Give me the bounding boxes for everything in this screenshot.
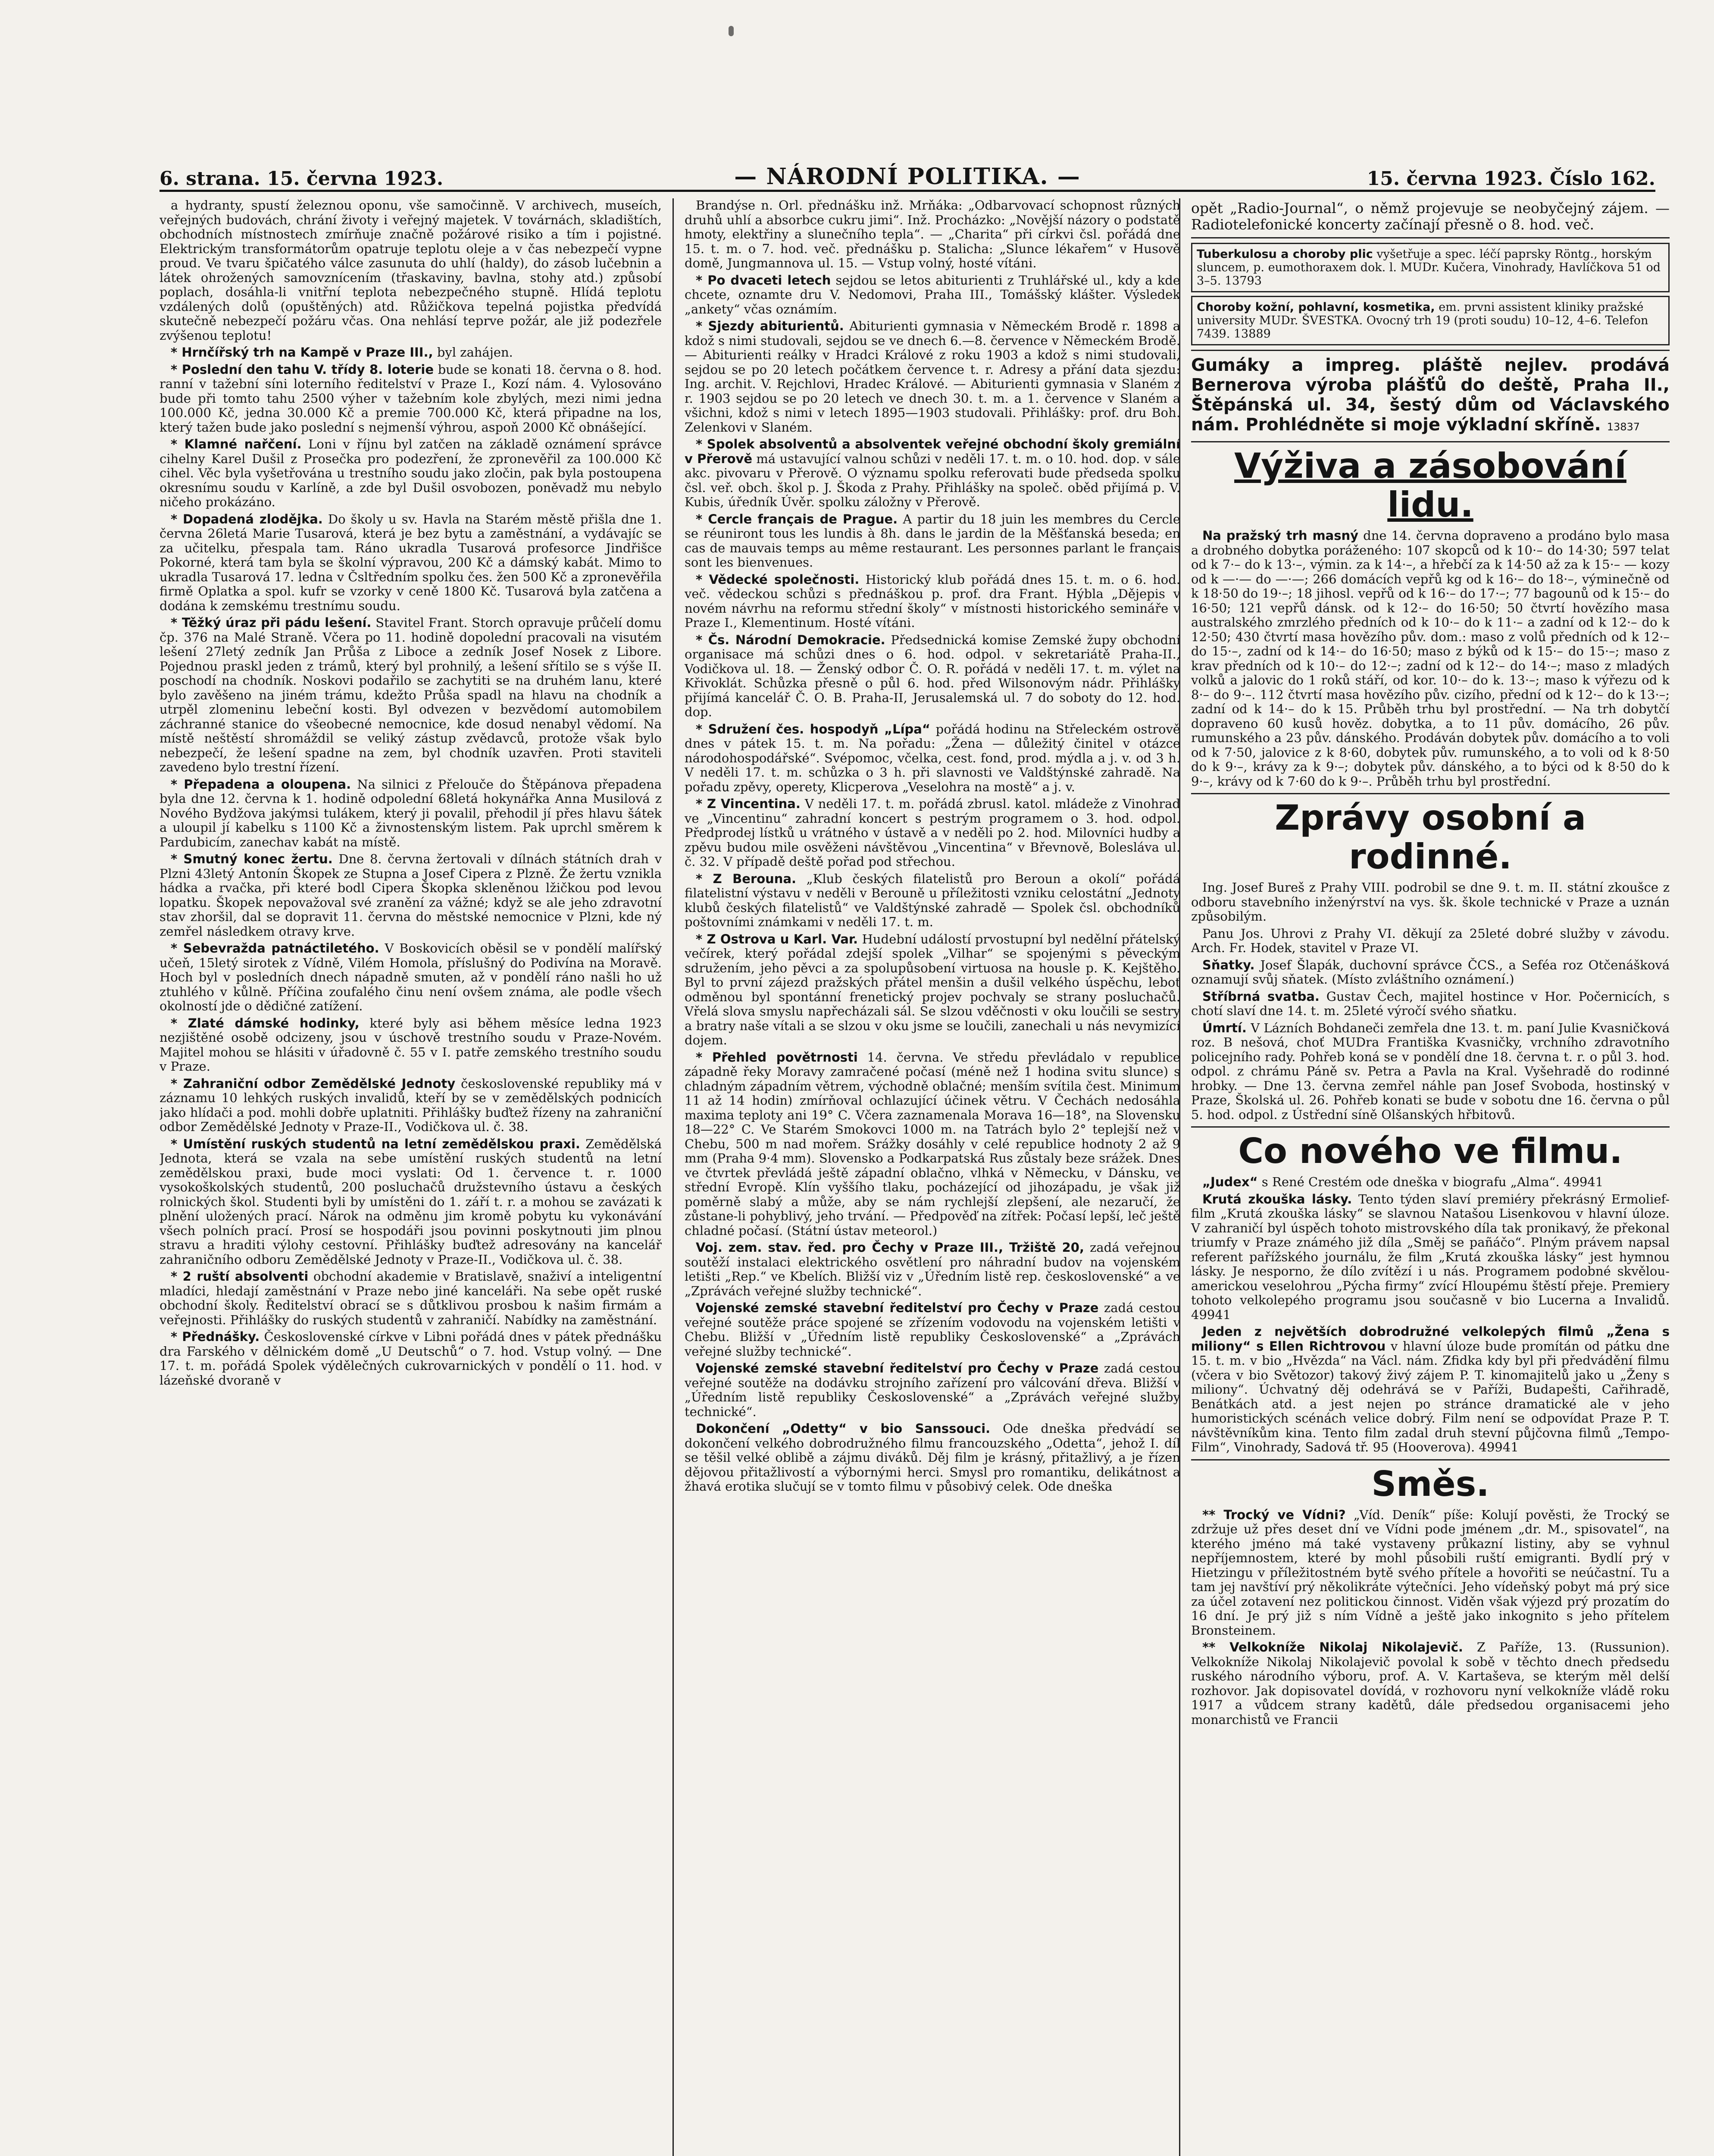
section-heading-nutrition: Výživa a zásobování lidu. [1234,446,1626,525]
medical-advertisement [1191,296,1670,345]
divider [1191,237,1670,238]
article-headline: * Po dvaceti letech [696,273,831,288]
article-headline: * Čs. Národní Demokracie. [696,632,885,647]
divider [1191,1126,1670,1128]
article-headline: „Judex“ [1202,1175,1258,1189]
article-text: Gustav Čech, majitel hostince v Hor. Počernicích, s chotí slaví dne 14. t. m. 25leté výročí svého sňatku. [1191,989,1670,1018]
article-text: zadá cestou veřejné soutěže na dodávku strojního zařízení pro válcování dřeva. Bližší v „Úředním listě republiky Československé“ a „Zprávách veřejné služby technické“. [685,1361,1180,1419]
article-text: A partir du 18 juin les membres du Cercle se réuniront tous les lundis à 8h. dans le jardin de la Měšťanská beseda; en cas de mauvais temps au même restaurant. Les personnes parlant le français sont les bienvenues. [685,511,1180,570]
article-text: byl zahájen. [437,345,513,360]
issue-number: 15. června 1923. Číslo 162. [1367,168,1655,190]
article-paragraph [160,852,662,939]
article-text: dne 14. června dopraveno a prodáno bylo masa a drobného dobytka poráženého: 107 skopců od k 10·– do 14·30; 597 telat od k 7·– do k 13·–, výmin. za k 14·–, a hřebčí za k 14·50 až za k 15·– — kozy od k —·— do —·—; 266 domácích vepřů kg od k 16·– do 18·–, výminečně od k 18·50 do 19·–; 18 jihosl. vepřů od k 16·– do 17·–; 77 bagounů od k 15·– do 16·50; 121 vepřů dánsk. od k 12·– do 16·50; 50 čtvrtí hovězího masa australského zmrzlého předních od k 10·– do k 11·– a zadní od k 12·– do k 12·50; 430 čtvrtí masa hovězího pův. dom.: maso z volů předních od k 12·– do 15·–, zadní od k 14·– do 16·50; maso z býků od k 15·– do 15·–; maso z krav předních od k 10·– do 12·–; zadní od k 12·– do 14·–; maso z mladých volků a jalovic do 1 roků stáří, od kor. 10·– do k. 13·–; maso k výřezu od k 8·– do 9·–. 112 čtvrtí masa hovězího pův. cizího, přední od k 12·– do k 13·–; zadní od k 14·– do k 15. Průběh trhu byl prostřední. — Na trh dobytčí dopraveno 60 kusů hověz. dobytka, a to 11 pův. domácího, 26 pův. rumunského a 23 pův. dánského. Prodáván dobytek pův. domácího a to voli od k 7·50, jalovice z k 8·60, dobytek pův. rumunského, a to voli od k 8·50 do k 9·–, krávy za k 9·–; dobytek pův. dánského, a to býci od k 8·50 do k 9·–, krávy od k 7·60 do k 9·–. Průběh trhu byl prostřední. [1191,528,1670,789]
article-paragraph [685,198,1180,271]
article-paragraph [160,1016,662,1074]
ad-text: vyšetřuje a spec. léčí paprsky Röntg., horským sluncem, p. eumothoraxem dok. l. MUDr. Kučera, Vinohrady, Havlíčkova 51 od 3–5. 13793 [1197,248,1661,288]
article-text: obchodní akademie v Bratislavě, snaživí a inteligentní mladíci, hledají zaměstnání v Praze nebo jiné kanceláři. Na sebe opět ruské obchodní školy. Ředitelství obrací se s důtklivou prosbou k našim firmám a veřejnosti. Přihlášky do ruských studentů v zahraničí. Nabídky na zaměstnání. [160,1269,662,1327]
article-headline: Stříbrná svatba. [1202,989,1320,1004]
article-text: zadá cestou veřejné soutěže práce spojené se zřízením vodovodu na vojenském letišti v Chebu. Bližší v „Úředním listě republiky Československé“ a „Zprávách veřejné služby technické“. [685,1300,1180,1359]
divider [1191,793,1670,794]
section-heading-film: Co nového ve filmu. [1238,1131,1623,1171]
article-paragraph [685,1361,1180,1419]
article-headline: Voj. zem. stav. řed. pro Čechy v Praze III., Tržiště 20, [696,1240,1084,1255]
column-3 [1179,198,1670,2156]
article-text: Z Paříže, 13. (Russunion). Velkokníže Nikolaj Nikolajevič povolal k sobě v těchto dnech předsedu ruského národního výboru, prof. A. V. Kartaševa, se kterým měl delší rozhovor. Jak dopisovatel dovídá, v rozhovoru nyní velkokníže vládě roku 1917 a vůdcem strany kadětů, dále předsedou organisacemi jeho monarchistů ve Francii [1191,1640,1670,1727]
column-2 [672,198,1180,2156]
article-text: zadá veřejnou soutěží instalaci elektrického osvětlení pro náhradní budov na vojenském letišti „Rep.“ ve Kbelích. Bližší viz v „Úředním listě rep. československé“ a ve „Zprávách veřejné služby technické“. [685,1240,1180,1298]
page-header [160,155,1655,192]
article-text: Loni v říjnu byl zatčen na základě oznámení správce cihelny Karel Dušil z Prosečka pro podezření, že zpronevěřil za 100.000 Kč cihel. Věc byla vyšetřována u trestního soudu jako zločin, pak byla postoupena okresnímu soudu v Karlíně, a zde byl Dušil osvobozen, poněvadž mu nebylo ničeho prokázáno. [160,437,662,509]
article-paragraph [160,1330,662,1388]
article-headline: Na pražský trh masný [1202,528,1359,543]
article-headline: * Z Ostrova u Karl. Var. [696,931,858,946]
article-headline: * Zlaté dámské hodinky, [171,1015,360,1031]
ad-number: 13837 [1607,421,1640,433]
article-paragraph [685,512,1180,570]
article-paragraph [1191,1192,1670,1322]
article-text: Na silnici z Přelouče do Štěpánova přepadena byla dne 12. června k 1. hodině odpolední 68letá hokynářka Anna Musilová z Nového Bydžova jakýmsi tulákem, který ji povalil, přehodil jí přes hlavu šátek a uloupil jí kabelku s 1100 Kč a živnostenským listem. Pak uprchl směrem k Pardubicím, zanechav kabát na místě. [160,777,662,849]
article-text: V Boskovicích oběsil se v pondělí malířský učeň, 15letý sirotek z Vídně, Vilém Homola, příslušný do Podivína na Moravě. Hoch byl v posledních dnech nápadně smuten, až v pondělí ráno našli ho už ztuhlého v kůlně. Příčina zoufalého činu není ovšem známa, ale podle všech okolností jde o dědičné zatížení. [160,941,662,1013]
article-headline: * Zahraniční odbor Zemědělské Jednoty [171,1076,456,1091]
article-paragraph [1191,1325,1670,1455]
article-text: Josef Šlapák, duchovní správce ČCS., a Seféa roz Otčenášková oznamují svůj sňatek. (Místo zvláštního oznámení.) [1191,957,1670,987]
article-headline: Krutá zkouška lásky. [1202,1191,1352,1206]
article-paragraph [1191,927,1670,956]
article-paragraph [160,616,662,775]
article-text: Tento týden slaví premiéry překrásný Ermolief-film „Krutá zkouška lásky“ se slavnou Natašou Lisenkovou v hlavní úloze. V zahraničí byl úspěch tohoto mistrovského díla tak pronikavý, že překonal triumfy v Praze známého již díla „Směj se pañáčo“. Plným právem napsal referent pařížského journálu, že film „Krutá zkouška lásky“ jest hymnou lásky. Je nesporno, že dílo zvítězí i u nás. Programem podobné skvělou-americkou veselohrou „Pýcha firmy“ zvící Hloupému štěstí přeje. Premiery tohoto velkolepého programu jsou současně v bio Lucerna a Invalidů. 49941 [1191,1191,1670,1322]
column-1 [160,198,662,2156]
ink-mark [729,26,734,36]
ad-text: em. prvni assistent kliniky pražské university MUDr. ŠVESTKA. Ovocný trh 19 (proti soudu) 10–12, 4–6. Telefon 7439. 13889 [1197,301,1648,341]
article-headline: * Spolek absolventů a absolventek veřejné obchodní školy gremiální v Přerově [685,437,1180,466]
article-headline: * Sdružení čes. hospodyň „Lípa“ [696,721,930,736]
article-paragraph [685,273,1180,317]
article-text: V neděli 17. t. m. pořádá zbrusl. katol. mládeže z Vinohrad ve „Vincentinu“ zahradní koncert s pestrým programem o 3. hod. odpol. Předprodej lístků u vrátného v ústavě a v neděli po 2. hod. Milovníci hudby a zpěvu budou mile osvěženi návštěvou „Vincentina“ v Břevnově, Bolesláva ul. č. 32. V případě deště pořad pod střechou. [685,796,1180,869]
article-text: Abiturienti gymnasia v Německém Brodě r. 1898 a kdož s nimi studovali, sejdou se ve dnech 6.—8. července v Německém Brodě. — Abiturienti reálky v Hradci Králové z roku 1903 a kdož s nimi studovali, sejdou se po 20 letech počátkem července t. r. Adresy a přání data sjezdu: Ing. archit. V. Rejchlovi, Hradec Králové. — Abiturienti gymnasia v Slaném z r. 1903 sejdou se po 20 letech ve dnech 30. t. m. a 1. července v Slaném a všichni, kdož s nimi v letech 1895—1903 studovali. Přihlášky: prof. dru Boh. Zelenkovi v Slaném. [685,319,1180,435]
article-text: Hudební událostí prvostupní byl nedělní přátelský večírek, který pořádal zdejší spolek „Vilhar“ se spojenými s pěveckým sdružením, jeho pěvci a za spolupůsobení virtuosa na housle p. K. Kejštěho. Byl to první zájezd pražských přátel menšin a dušil velkého úspěchu, leboť odměnou byl spontánní frenetický projev pochvaly se strany posluchačů. Vřelá slova smyslu napřecházali sál. Se slzou vděčnosti v oku loučili se sestry a bratry naše vítali a se slzou v oku jsme se loučili, zanechali u nás nevymizící dojem. [685,931,1180,1047]
article-headline: * Klamné nařčení. [171,437,302,451]
article-headline: * Z Berouna. [696,871,797,886]
article-paragraph [685,573,1180,630]
medical-advertisement [1191,243,1670,292]
article-headline: * Cercle français de Prague. [696,511,898,526]
article-paragraph [160,777,662,850]
article-headline: * Z Vincentina. [696,796,801,811]
article-paragraph [160,345,662,360]
article-headline: * Vědecké společnosti. [696,572,860,587]
article-headline: * Umístění ruských studentů na letní zemědělskou praxi. [171,1136,580,1151]
article-text: sejdou se letos abiturienti z Truhlářské ul., kdy a kde chcete, oznamte dru V. Nedomovi, Praha III., Tomášský klášter. Výsledek „ankety“ včas oznámím. [685,273,1180,317]
article-paragraph [1191,1508,1670,1638]
article-headline: * Přednášky. [171,1329,260,1344]
section-heading-personal: Zprávy osobní a rodinné. [1275,798,1586,877]
divider [1191,1459,1670,1460]
article-headline: * Přepadena a oloupena. [171,777,351,792]
article-paragraph [685,797,1180,869]
ad-headline: Choroby kožní, pohlavní, kosmetika, [1197,301,1435,314]
article-paragraph [1191,1640,1670,1727]
page-number-date: 6. strana. 15. června 1923. [160,168,444,190]
article-headline: * Přehled povětrnosti [696,1050,858,1065]
article-paragraph [160,437,662,510]
article-text: Ode dneška předvádí se dokončení velkého dobrodružného filmu francouzského „Odetta“, jehož I. díl se těšil velké oblibě a zájmu diváků. Děj film je krásný, přitažlivý, a je řízen dějovou přitažlivostí a výbornými herci. Smysl pro romantiku, delikátnost a žhavá erotika slučují se v tomto filmu v působivý celek. Ode dneška [685,1421,1180,1494]
article-paragraph [1191,529,1670,789]
section-heading-miscellany: Směs. [1371,1463,1489,1504]
article-paragraph [685,722,1180,795]
article-headline: * 2 ruští absolventi [171,1269,309,1284]
article-paragraph [160,363,662,435]
article-paragraph [685,1050,1180,1238]
article-headline: * Hrnčířský trh na Kampě v Praze III., [171,345,433,360]
radio-notice: opět „Radio-Journal“, o němž projevuje se neobyčejný zájem. — Radiotelefonické koncerty začínají přesně o 8. hod. več. [1191,200,1670,233]
article-paragraph [1191,990,1670,1018]
article-paragraph [1191,958,1670,987]
article-paragraph [1191,1175,1670,1190]
article-headline: * Poslední den tahu V. třídy 8. loterie [171,362,434,377]
article-text: Brandýse n. Orl. přednášku inž. Mrňáka: „Odbarvovací schopnost různých druhů uhlí a absorbce cukru jimi“. Inž. Procházko: „Novější názory o podstatě hmoty, elektřiny a slunečního tepla“. — „Charita“ při církvi čsl. pořádá dne 15. t. m. o 7. hod. več. přednášku p. Stalicha: „Slunce lékařem“ v Husově domě, Jungmannova ul. 15. — Vstup volný, hosté vítáni. [685,198,1180,270]
article-paragraph [160,1269,662,1327]
divider [1191,441,1670,442]
article-headline: ** Velkokníže Nikolaj Nikolajevič. [1202,1640,1463,1655]
article-headline: Dokončení „Odetty“ v bio Sanssouci. [696,1421,991,1436]
article-text: „Klub českých filatelistů pro Beroun a okolí“ pořádá filatelistní výstavu v neděli v Berouně u příležitosti vzniku celostátní „Jednoty klubů českých filatelistů“ ve Valdštýnské zahradě — Spolek čsl. obchodníků poštovními známkami v neděli 17. t. m. [685,871,1180,929]
article-text: Ing. Josef Bureš z Prahy VIII. podrobil se dne 9. t. m. II. státní zkoušce z odboru stavebního inženýrství na vys. šk. škole technické v Praze a uznán způsobilým. [1191,880,1670,924]
article-text: které byly asi během měsíce ledna 1923 nezjištěné osobě odcizeny, jsou v úschově trestního soudu v Praze-Novém. Majitel mohou se hlásiti v úřadovně č. 55 v I. patře zemského trestního soudu v Praze. [160,1015,662,1074]
article-paragraph [685,932,1180,1048]
article-paragraph [685,1422,1180,1494]
article-paragraph [685,633,1180,720]
article-paragraph [685,872,1180,930]
ad-headline: Tuberkulosu a choroby plic [1197,248,1373,261]
article-headline: * Dopadená zlodějka. [171,511,323,526]
article-headline: * Sjezdy abiturientů. [696,319,844,333]
article-text: s René Crestém ode dneška v biografu „Alma“. 49941 [1261,1175,1604,1189]
article-text: Panu Jos. Uhrovi z Prahy VI. děkují za 25leté dobré služby v závodu. Arch. Fr. Hodek, stavitel v Praze VI. [1191,926,1670,955]
article-headline: Sňatky. [1202,957,1255,972]
article-text: Zemědělská Jednota, která se vzala na sebe umístění ruských studentů na letní zemědělskou praxi, bude moci vyslati: Od 1. července t. r. 1000 vysokoškolských studentů, 200 posluchačů družstevního ústavu a českých rolnických škol. Studenti byli by umístěni do 1. září t. r. a mohou se zavázati k plnění uložených prací. Nárok na odměnu jim kromě pobytu ku vykonávání všech polních prací. Prosí se hospodáři jsou povinni poskytnouti jim plnou stravu a hraditi výlohy cestovní. Přihlášky buďtež adresovány na kancelář zahraničního odboru Zemědělské Jednoty v Praze-II., Vodičkova ul. č. 38. [160,1136,662,1267]
article-text: a hydranty, spustí železnou oponu, vše samočinně. V archivech, museích, veřejných budovách, chrání životy i veřejný majetek. V továrnách, skladištích, obchodních místnostech zmírňuje značně požárové risiko a tím i pojistné. Elektrickým transformátorům opatruje teplotu oleje a v čas nebezpečí vypne proud. Ve tvaru špičatého válce zasunuta do uhlí (haldy), do zásob lučebnin a látek ohrožených samovznícením (třaskaviny, bavlna, stohy atd.) způsobí poplach, dosáhla-li vnitřní teplota nebezpečného stupně. Hlídá teplotu vzdálených dolů (opuštěných) atd. Růžičkova tepelná pojistka předvídá skutečně nebezpečí požáru včas. Ona nehlásí teprve požár, ale již podezřele zvýšenou teplotu! [160,198,662,343]
article-paragraph [685,1301,1180,1359]
article-headline: Vojenské zemské stavební ředitelství pro Čechy v Praze [696,1300,1099,1315]
article-text: Do školy u sv. Havla na Starém městě přišla dne 1. června 26letá Marie Tusarová, která je bez bytu a zaměstnání, a vydávajíc se za učitelku, přespala tam. Ráno ukradla Tusarová profesorce Jindřišce Pokorné, která tam byla se školní výpravou, 200 Kč a dámský kabát. Mimo to ukradla Tusarová 17. ledna v Čsltředním spolku čes. žen 500 Kč a zpronevěřila firmě Oplatka a spol. kufr se vzorky v ceně 1800 Kč. Tusarová byla zatčena a dodána k zemskému trestnímu soudu. [160,511,662,613]
article-headline: * Těžký úraz při pádu lešení. [171,615,372,630]
article-text: V Lázních Bohdaneči zemřela dne 13. t. m. paní Julie Kvasničková roz. B nešová, choť MUDra Františka Kvasničky, vrchního zdravotního policejního rady. Pohřeb koná se v pondělí dne 18. června t. r. o půl 3. hod. odpol. z chrámu Páně sv. Petra a Pavla na Kral. Vyšehradě do rodinné hrobky. — Dne 13. června zemřel náhle pan Josef Svoboda, hostinský v Praze, Školská ul. 26. Pohřeb konati se bude v sobotu dne 16. června o půl 5. hod. odpol. z Ústřední síně Olšanských hřbitovů. [1191,1020,1670,1122]
article-headline: ** Trocký ve Vídni? [1202,1507,1346,1522]
article-text: Československé církve v Libni pořádá dnes v pátek přednášku dra Farského v dělnickém domě „U Deutschů“ o 7. hod. Vstup volný. — Dne 17. t. m. pořádá Spolek výdělečných cukrovarnických v pondělí o 11. hod. v lázeňské dvoraně v [160,1329,662,1388]
article-text: bude se konati 18. června o 8. hod. ranní v tažební síni loterního ředitelství v Praze I., Kozí nám. 4. Vylosováno bude při tomto tahu 2500 výher v tažebním kole zbylých, mezi nimi jedna 100.000 Kč, jedna 30.000 Kč a premie 700.000 Kč, která připadne na los, který tažen bude jako poslední s nejmenší výhrou, aspoň 2000 Kč obnášející. [160,362,662,435]
article-text: Dne 8. června žertovali v dílnách státních drah v Plzni 43letý Antonín Škopek ze Stupna a Josef Cipera z Plzně. Že žertu vznikla hádka a rvačka, při které bodl Cipera Škopka skleněnou lžičkou pod levou lopatku. Škopek nepovažoval své zranění za vážné; když se ale jeho zdravotní stav zhoršil, dal se dopravit 11. června do městské nemocnice v Plzni, kde ný zemřel následkem otravy krve. [160,852,662,939]
article-headline: Jeden z největších dobrodružné velkolepých filmů „Žena s miliony“ s Ellen Richtrovou [1191,1324,1670,1354]
article-headline: * Sebevražda patnáctiletého. [171,941,379,956]
article-paragraph [160,941,662,1014]
article-text: 14. června. Ve středu převládalo v republice západně řeky Moravy zamračené počasí (méně než 1 hodina svitu slunce) s chladným západním větrem, východně oblačné; menším svítila čest. Minimum 11 až 14 hodin) zmírňoval ochlazující účinek větru. V Čechách nedosáhla maxima teploty ani 19° C. Včera zaznamenala Morava 16—18°, na Slovensku 18—22° C. Ve Starém Smokovci 1000 m. na Tatrách bylo 2° teplejší než v Chebu, 500 m nad mořem. Srážky dosáhly v celé republice hodnoty 2 až 9 mm (Praha 9·4 mm). Slovensko a Podkarpatská Rus zůstaly beze srážek. Dnes ve čtvrtek převládá ještě západní oblačno, vlhká v Německu, v Dánsku, ve střední Evropě. Klín vyššího tlaku, pocházející od jihozápadu, je však již poměrně slabý a může, aby se nám rychlejší zlepšení, ale nezaručí, že zůstane-li pohyblivý, jeho trvání. — Předpověď na zítřek: Počasí lepší, leč ještě chladné počasí. (Státní ústav meteorol.) [685,1050,1180,1238]
article-paragraph [160,1137,662,1267]
article-paragraph [1191,881,1670,924]
article-text: v hlavní úloze bude promítán od pátku dne 15. t. m. v bio „Hvězda“ na Václ. nám. Zfidka kdy byl při předvádění filmu (včera v bio Světozor) takový živý zájem P. T. kinomajitelů jako u „Ženy s miliony“. Úchvatný děj odehrává se v Paříži, Budapešti, Cařihradě, Benátkách atd. a jest nejen po stránce dramatické ale v jeho humoristických scénách velice dobrý. Film není se odpovídat Praze P. T. návštěvníkům kina. Tento film zadal druh stevní půjčovna filmů „Tempo-Film“, Vinohrady, Sadová tř. 95 (Hooverova). 49941 [1191,1338,1670,1454]
article-headline: * Smutný konec žertu. [171,852,333,866]
article-paragraph [160,512,662,614]
article-text: pořádá hodinu na Střeleckém ostrově dnes v pátek 15. t. m. Na pořadu: „Žena — důležitý činitel v otázce národohospodářské“. Svépomoc, včelka, cest. fond, prod. mýdla a j. v. od 3 h. V neděli 17. t. m. schůzka o 3 h. při slavnosti ve Valdštýnské zahradě. Na pořadu zpěvy, operety, Klicperova „Veselohra na mostě“ a j. v. [685,721,1180,794]
article-text: „Víd. Deník“ píše: Kolují pověsti, že Trocký se zdržuje už přes deset dní ve Vídni pode jménem „dr. M., spisovatel“, na kterého jméno má také vystaveny průkazní listiny, aby se vyhnul nepříjemnostem, které by mohl působili ruští emigranti. Bydlí prý v Hietzingu v příležitostném bytě svého přítele a hovořiti se neúčastní. Tu a tam jej navštíví prý několikráte výtečníci. Jeho vídeňský pobyt má prý sice za účel zotavení nez politickou činnost. Viděn však výjezd prý prozatím do 16 dní. Je prý již s ním Vídně a ještě jako inkognito s jeho přítelem Bronsteinem. [1191,1507,1670,1638]
article-text: Předsednická komise Zemské župy obchodní organisace má schůzi dnes o 6. hod. odpol. v sekretariátě Praha-II., Vodičkova ul. 18. — Ženský odbor Č. O. R. pořádá v neděli 17. t. m. výlet na Křivoklát. Schůzka přesně o půl 6. hod. před Wilsonovým nádr. Přihlášky přijímá kancelář Č. O. B. Praha-II, Jerusalemská ul. 7 do soboty do 12. hod. dop. [685,632,1180,719]
divider [1191,350,1670,351]
article-paragraph [685,319,1180,435]
article-text: Historický klub pořádá dnes 15. t. m. o 6. hod. več. vědeckou schůzi s přednáškou p. prof. dra Frant. Hýbla „Dějepis v novém návrhu na reformu střední školy“ v místnosti historického semináře v Praze I., Klementinum. Hosté vítáni. [685,572,1180,630]
article-text: Stavitel Frant. Storch opravuje průčelí domu čp. 376 na Malé Straně. Včera po 11. hodině dopolední pracovali na visutém lešení 27letý zedník Jan Průša z Libocе a zedník Josef Nosek z Libore. Pojednou praskl jeden z trámů, který byl prohnilý, a lešení sřítilo se s výše II. poschodí na chodník. Noskovi podařilo se zachytiti se na druhém lanu, které bylo zavěšeno na jiném trámu, kdežto Průša spadl na hlavu na chodník a utrpěl zlomeninu lebeční kosti. Byl odvezen v bezvědomí automobilem záchranné stanice do všeobecné nemocnice, kde dosud nenabyl vědomí. Na místě neštěstí shromáždil se veliký zástup zvědavců, protože však bylo nebezpečí, že lešení spadne na zem, byl chodník uzavřen. Proti staviteli zavedeno bylo trestní řízení. [160,615,662,774]
article-text: má ustavující valnou schůzi v neděli 17. t. m. o 10. hod. dop. v sále akc. pivovaru v Přerově. O významu spolku referovati bude předseda spolku čsl. veř. obch. škol p. J. Škoda z Prahy. Přihlášky na společ. oběd přijímá p. V. Kubis, úředník Úvěr. spolku záložny v Přerově. [685,451,1180,509]
article-headline: Vojenské zemské stavební ředitelství pro Čechy v Praze [696,1361,1099,1376]
article-paragraph [160,1077,662,1134]
newspaper-title: — NÁRODNÍ POLITIKA. — [734,163,1081,190]
article-paragraph [685,1241,1180,1298]
article-paragraph [1191,1021,1670,1122]
article-text: československé republiky má v záznamu 10 lehkých ruských invalidů, kteří by se v zemědělských podnicích jako hlídači a pod. mohli dobře uplatniti. Přihlášky buďtež řízeny na zahraniční odbor Zemědělské Jednoty v Praze-II., Vodičkova ul. č. 38. [160,1076,662,1134]
article-paragraph [160,198,662,343]
article-paragraph [685,437,1180,510]
article-headline: Úmrtí. [1202,1020,1247,1035]
raincoat-advertisement: Gumáky a impreg. pláště nejlev. prodává Bernerova výroba plášťů do deště, Praha II., Štěpánská ul. 34, šestý dům od Václavského nám. Prohlédněte si moje výkladní skříně. 13837 [1191,355,1670,435]
